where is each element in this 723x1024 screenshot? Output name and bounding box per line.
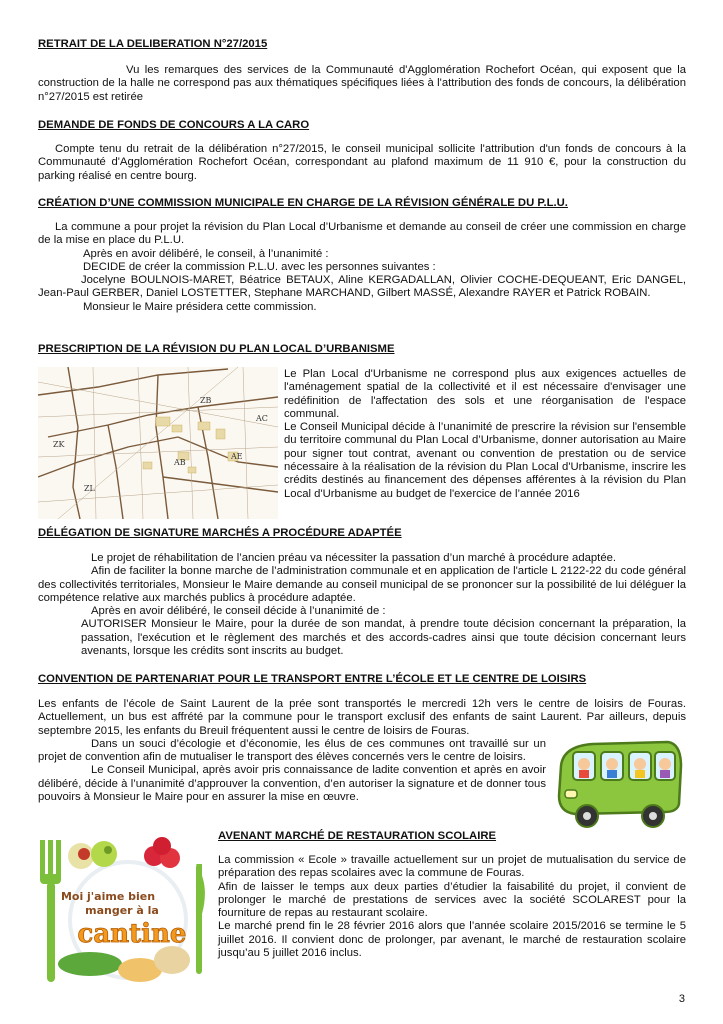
- map-label: AC: [256, 414, 268, 423]
- section-prescription-plu: [38, 343, 686, 356]
- paragraph: Après en avoir délibéré, le conseil, à l’unanimité :: [83, 247, 329, 260]
- section-title: CONVENTION DE PARTENARIAT POUR LE TRANSPORT ENTRE L’ÉCOLE ET LE CENTRE DE LOISIRS: [38, 673, 587, 685]
- map-label: ZK: [53, 440, 65, 449]
- paragraph: La commune a pour projet la révision du Plan Local d’Urbanisme et demande au conseil de créer une commission en charge de la mise en place du P.L.U.: [38, 221, 686, 247]
- section-title: DÉLÉGATION DE SIGNATURE MARCHÉS A PROCÉDURE ADAPTÉE: [38, 527, 402, 539]
- plu-text: [284, 368, 686, 501]
- paragraph: Monsieur le Maire présidera cette commission.: [83, 300, 317, 313]
- paragraph: Dans un souci d’écologie et d’économie, les élus de ces communes ont travaillé sur un projet de convention afin de mutualiser le transport des élèves concernés vers le centre de loisirs.: [38, 737, 546, 764]
- section-delegation: [38, 527, 686, 658]
- member-list: Jocelyne BOULNOIS-MARET, Béatrice BETAUX, Aline KERGADALLAN, Olivier COCHE-DEQUEANT, Eric DANGEL, Jean-Paul GERBER, Daniel LOSTETTER, Stephane MARCHAND, Gilbert MASSÉ, Alexandre RAYER et Patrick ROBAIN.: [38, 274, 686, 300]
- map-label: ZB: [200, 396, 212, 405]
- paragraph: La commission « Ecole » travaille actuellement sur un projet de mutualisation du service de préparation des repas scolaires avec la commune de Fouras.: [218, 854, 686, 880]
- school-bus-image: [553, 736, 686, 830]
- section-retrait: [38, 38, 686, 104]
- paragraph: Après en avoir délibéré, le conseil décide à l’unanimité de :: [91, 605, 386, 618]
- cantine-word: cantine: [77, 919, 187, 949]
- paragraph: Le Conseil Municipal décide à l’unanimité de prescrire la révision sur l'ensemble du territoire communal du Plan Local d’Urbanisme, donner autorisation au Maire pour signer tout contrat, avenant ou convention de prestation ou de service nécessaire à la réalisation de la révision du Plan Local d'Urbanisme, inscrire les crédits destinés au financement des dépenses afférentes à la révision du Plan Local d'Urbanisme au budget de l'exercice de l’année 2016: [284, 421, 686, 500]
- cantine-illustration: [36, 834, 212, 986]
- paragraph: Compte tenu du retrait de la délibération n°27/2015, le conseil municipal sollicite l'attribution d'un fonds de concours à la Communauté d'Agglomération Rochefort Océan, correspondant au plafond maximum de 11 910 €, pour la construction du parking réalisé en centre bourg.: [38, 143, 686, 182]
- paragraph: Le Conseil Municipal, après avoir pris connaissance de ladite convention et après en avoir délibéré, décide à l’unanimité d’approuver la convention, d’en autoriser la signature et de donner tous pouvoirs à Monsieur le Maire pour en assurer la mise en œuvre.: [38, 764, 546, 804]
- section-title: PRESCRIPTION DE LA RÉVISION DU PLAN LOCAL D’URBANISME: [38, 343, 395, 355]
- map-drawing: [38, 367, 278, 519]
- paragraph: AUTORISER Monsieur le Maire, pour la durée de son mandat, à prendre toute décision concernant la préparation, la passation, l'exécution et le règlement des marchés et des accords-cadres ainsi que toute décision concernant leurs avenants, lorsque les crédits sont inscrits au budget.: [81, 618, 686, 658]
- section-title: RETRAIT DE LA DELIBERATION N°27/2015: [38, 38, 268, 50]
- cantine-text-line2: manger à la: [85, 904, 159, 917]
- paragraph: Le Plan Local d'Urbanisme ne correspond plus aux exigences actuelles de l'aménagement spatial de la collectivité et il est nécessaire d'envisager une redéfinition de l'affectation des sols et une réorganisation de l'espace communal.: [284, 368, 686, 420]
- section-restauration: [218, 830, 686, 960]
- paragraph: Afin de laisser le temps aux deux parties d’étudier la faisabilité du projet, il convient de prolonger le marché de prestations de services avec la société SCOLAREST pour la fourniture de repas au restaurant scolaire.: [218, 880, 686, 920]
- section-title: CRÉATION D’UNE COMMISSION MUNICIPALE EN CHARGE DE LA RÉVISION GÉNÉRALE DU P.L.U.: [38, 197, 568, 209]
- page-number: 3: [678, 993, 685, 1005]
- section-title: DEMANDE DE FONDS DE CONCOURS A LA CARO: [38, 119, 310, 131]
- paragraph: DECIDE de créer la commission P.L.U. avec les personnes suivantes :: [83, 260, 436, 273]
- section-commission-plu: [38, 197, 686, 314]
- paragraph: Les enfants de l’école de Saint Laurent de la prée sont transportés le mercredi 12h vers le centre de loisirs de Fouras. Actuellement, un bus est affrété par la commune pour le transport exclusif des enfants de saint Laurent. Par ailleurs, depuis septembre 2015, les enfants du Breuil fréquentent aussi le centre de loisirs de Fouras.: [38, 698, 686, 737]
- cadastral-map-image: [38, 367, 278, 519]
- paragraph: Vu les remarques des services de la Communauté d'Agglomération Rochefort Océan, qui exposent que la construction de la halle ne correspond pas aux thématiques spécifiques liées à l'attribution des fonds de concours, la délibération n°27/2015 est retirée: [38, 64, 686, 103]
- map-label: ZL: [84, 484, 95, 493]
- paragraph: Le marché prend fin le 28 février 2016 alors que l’année scolaire 2015/2016 se termine le 5 juillet 2016. Il convient donc de prolonger, par avenant, le marché de restauration scolaire jusqu’au 5 juillet 2016 inclus.: [218, 920, 686, 960]
- map-label: AB: [174, 458, 186, 467]
- map-label: AE: [231, 452, 243, 461]
- section-fonds-concours: [38, 119, 686, 183]
- section-title: AVENANT MARCHÉ DE RESTAURATION SCOLAIRE: [218, 830, 497, 842]
- paragraph: Afin de faciliter la bonne marche de l’administration communale et en application de l'article L 2122-22 du code général des collectivités territoriales, Monsieur le Maire demande au conseil municipal de se prononcer sur la possibilité de lui déléguer la compétence relative aux marchés publics à procédure adaptée.: [38, 565, 686, 604]
- cantine-text-line1: Moi j'aime bien: [60, 890, 156, 903]
- paragraph: Le projet de réhabilitation de l’ancien préau va nécessiter la passation d’un marché à procédure adaptée.: [91, 552, 617, 564]
